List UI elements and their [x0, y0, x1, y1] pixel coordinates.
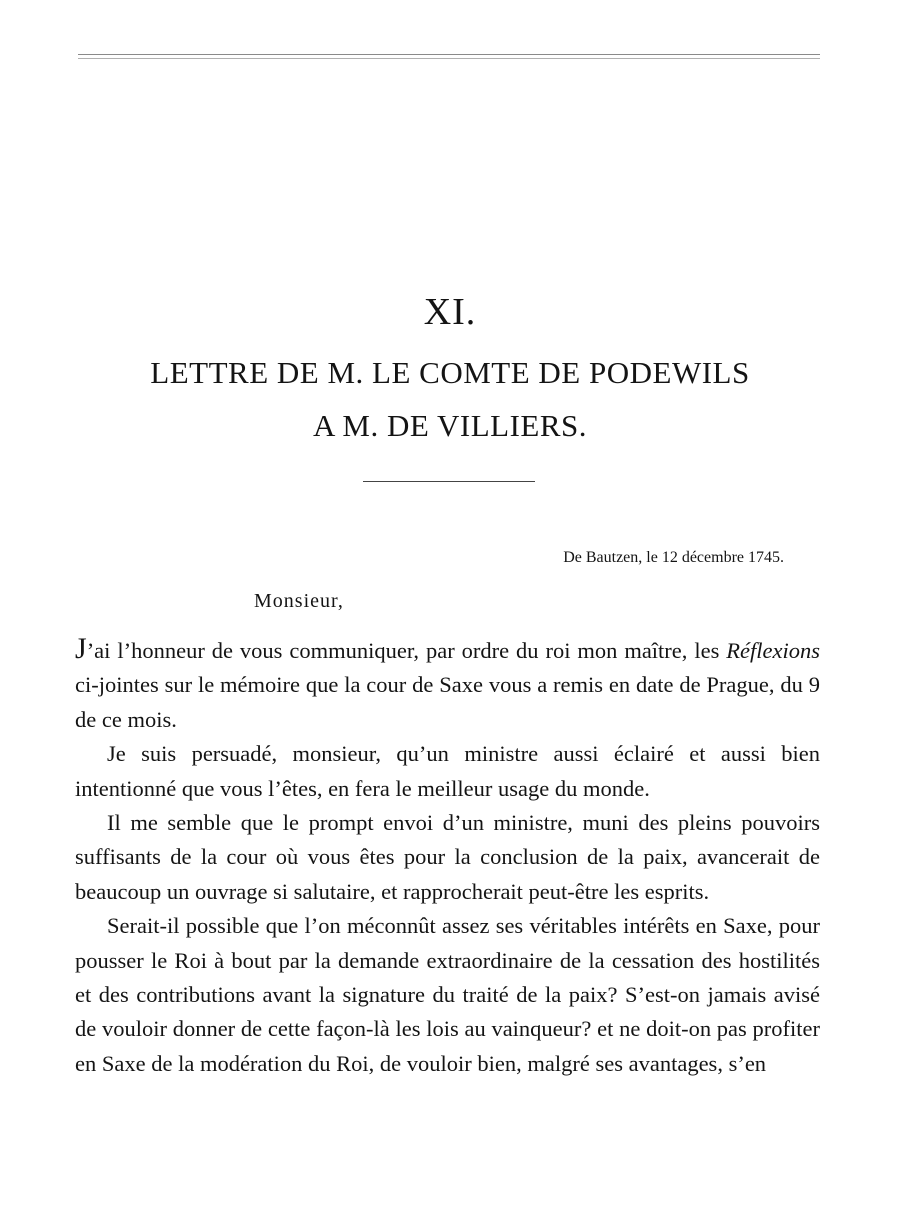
paragraph-1 [75, 634, 820, 737]
paragraph-2: Je suis persuadé, monsieur, qu’un ministre aussi éclairé et aussi bien intentionné que vous l’êtes, en fera le meilleur usage du monde. [75, 741, 820, 801]
salutation: Monsieur, [254, 590, 344, 612]
letter-body [75, 634, 820, 1081]
italic-title-reflexions: Réflexions [726, 638, 820, 663]
header-rule [78, 54, 820, 55]
paragraph-4: Serait-il possible que l’on méconnût assez ses véritables intérêts en Saxe, pour pousser le Roi à bout par la demande extraordinaire de la cessation des hostilités et des contributions avant la signature du traité de la paix? S’est-on jamais avisé de vouloir donner de cette façon-là les lois au vainqueur? et ne doit-on pas profiter en Saxe de la modération du Roi, de vouloir bien, malgré ses avantages, s’en [75, 913, 820, 1076]
paragraph-3: Il me semble que le prompt envoi d’un ministre, muni des pleins pouvoirs suffisants de la cour où vous êtes pour la conclusion de la paix, avancerait de beaucoup un ouvrage si salutaire, et rapprocherait peut-être les esprits. [75, 810, 820, 904]
letter-title-line-2: A M. DE VILLIERS. [312, 408, 587, 443]
dateline: De Bautzen, le 12 décembre 1745. [563, 549, 784, 566]
letter-title-line-1: LETTRE DE M. LE COMTE DE PODEWILS [150, 355, 750, 390]
paragraph-1-text: ’ai l’honneur de vous communiquer, par ordre du roi mon maître, les [86, 638, 727, 663]
header-rule-secondary [78, 58, 820, 59]
paragraph-1-text-continued: ci-jointes sur le mémoire que la cour de Saxe vous a remis en date de Prague, du 9 de ce mois. [75, 672, 820, 732]
drop-cap: J [75, 632, 87, 665]
letter-number: XI. [423, 291, 477, 333]
title-divider [363, 481, 535, 482]
